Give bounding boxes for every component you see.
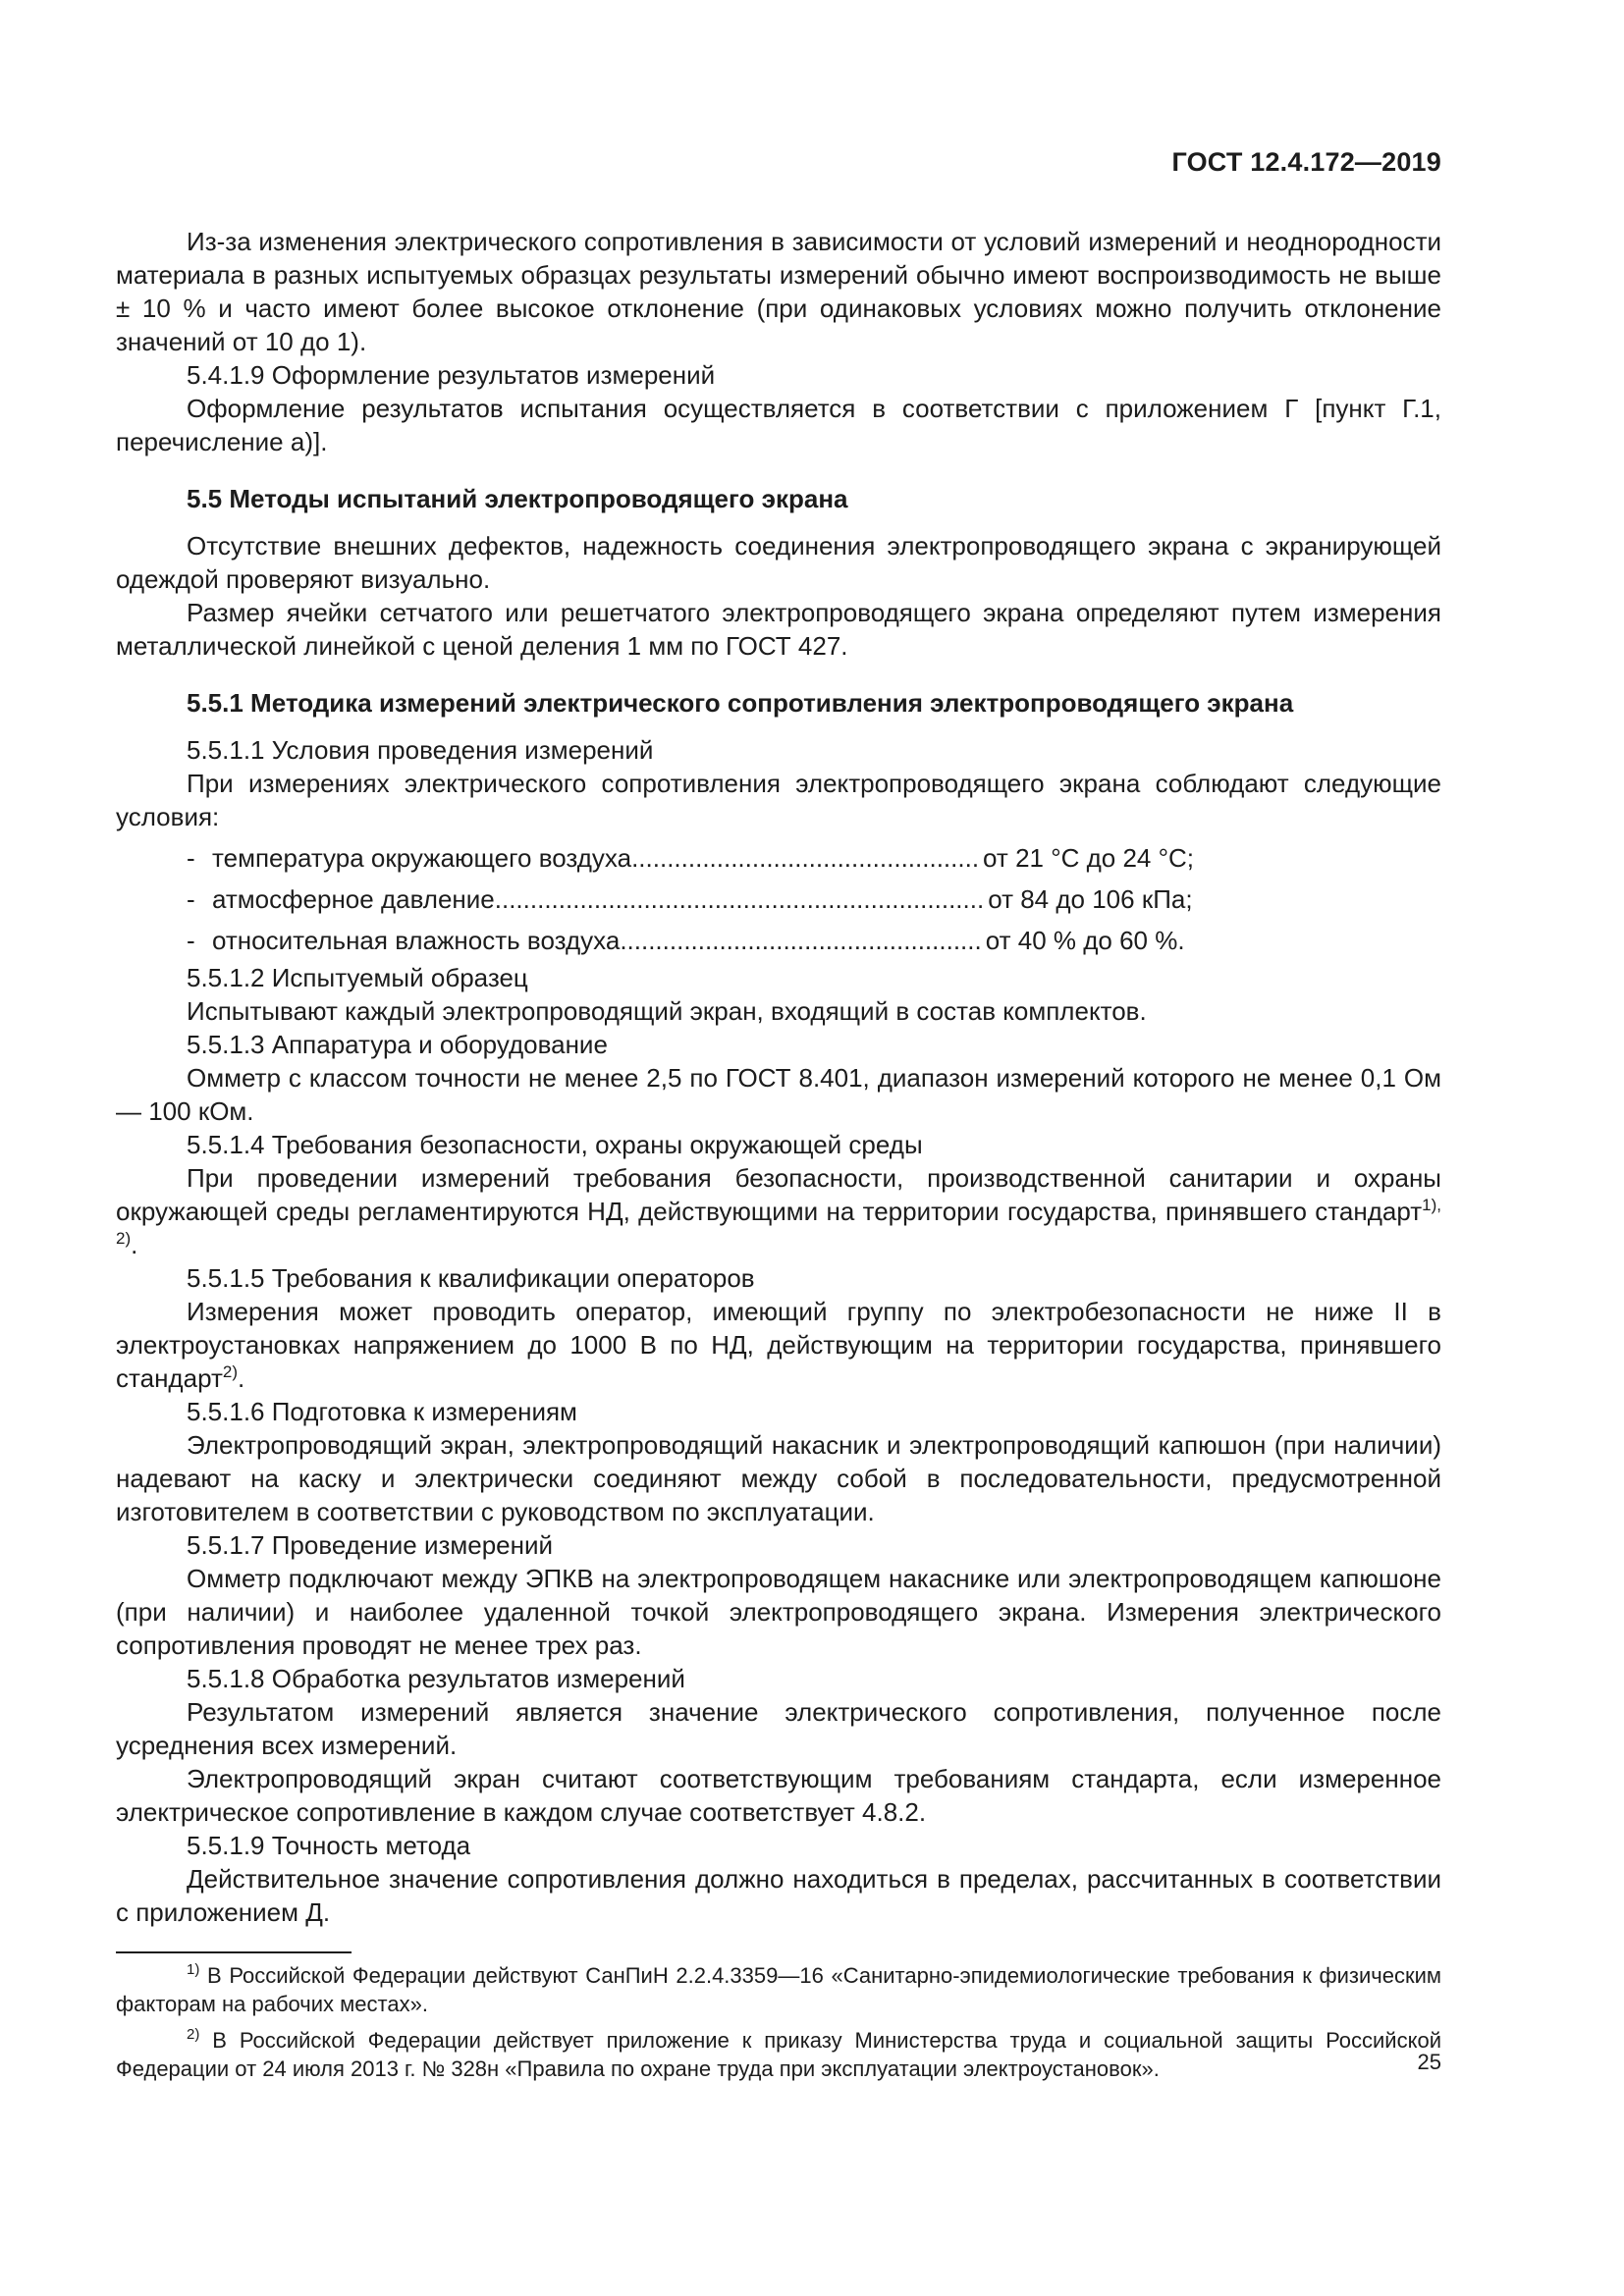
list-item	[116, 882, 1441, 916]
subsection-title: 5.5.1.4 Требования безопасности, охраны окружающей среды	[187, 1130, 923, 1159]
footnote-text: В Российской Федерации действует приложение к приказу Министерства труда и социальной защиты Российской Федерации от 24 июля 2013 г. № 328н «Правила по охране труда при эксплуатации электроустановок».	[116, 2028, 1441, 2081]
paragraph: Электропроводящий экран считают соответствующим требованиям стандарта, если измеренное электрическое сопротивление в каждом случае соответствует 4.8.2.	[116, 1764, 1441, 1827]
section-heading: 5.5 Методы испытаний электропроводящего экрана	[187, 484, 848, 513]
footnote	[116, 1961, 1441, 2018]
subsection-title: 5.5.1.9 Точность метода	[187, 1831, 471, 1860]
list-dash: -	[187, 884, 195, 914]
footnote-mark: 1)	[187, 1961, 200, 1978]
footnotes	[116, 1961, 1441, 2083]
list-dash: -	[187, 843, 195, 873]
subsection-title: 5.4.1.9 Оформление результатов измерений	[187, 360, 716, 390]
condition-value: от 21 °С до 24 °С;	[983, 843, 1195, 873]
subsection-title: 5.5.1.1 Условия проведения измерений	[187, 735, 654, 765]
condition-label: атмосферное давление	[212, 884, 495, 914]
list-dash: -	[187, 926, 195, 955]
paragraph: Электропроводящий экран, электропроводящий накасник и электропроводящий капюшон (при наличии) надевают на каску и электрически соединяют между собой в последовательности, предусмотренной изготовителем в соответствии с руководством по эксплуатации.	[116, 1430, 1441, 1526]
paragraph: Размер ячейки сетчатого или решетчатого электропроводящего экрана определяют путем измерения металлической линейкой с ценой деления 1 мм по ГОСТ 427.	[116, 598, 1441, 661]
section-heading: 5.5.1 Методика измерений электрического сопротивления электропроводящего экрана	[187, 688, 1294, 718]
footnote-ref[interactable]: 2)	[222, 1362, 238, 1381]
subsection-title: 5.5.1.2 Испытуемый образец	[187, 963, 528, 992]
paragraph: Омметр подключают между ЭПКВ на электропроводящем накаснике или электропроводящем капюшоне (при наличии) и наиболее удаленной точкой электропроводящего экрана. Измерения электрического сопротивления проводят не менее трех раз.	[116, 1564, 1441, 1660]
condition-value: от 84 до 106 кПа;	[988, 884, 1193, 914]
subsection-title: 5.5.1.8 Обработка результатов измерений	[187, 1664, 685, 1693]
subsection-title: 5.5.1.5 Требования к квалификации операторов	[187, 1263, 755, 1293]
paragraph: Испытывают каждый электропроводящий экран, входящий в состав комплектов.	[187, 996, 1147, 1026]
page-number: 25	[1417, 2050, 1441, 2074]
subsection-title: 5.5.1.6 Подготовка к измерениям	[187, 1397, 577, 1426]
paragraph: Оформление результатов испытания осуществляется в соответствии с приложением Г [пункт Г.1, перечисление а)].	[116, 394, 1441, 456]
footnote-ref[interactable]: 1), 2)	[116, 1196, 1441, 1248]
paragraph-end: .	[238, 1363, 245, 1393]
paragraph: Действительное значение сопротивления должно находиться в пределах, рассчитанных в соответствии с приложением Д.	[116, 1864, 1441, 1927]
paragraph-end: .	[131, 1230, 138, 1259]
subsection-title: 5.5.1.3 Аппаратура и оборудование	[187, 1030, 608, 1059]
condition-label: относительная влажность воздуха	[212, 926, 621, 955]
paragraph: При измерениях электрического сопротивления электропроводящего экрана соблюдают следующие условия:	[116, 769, 1441, 831]
document-header: ГОСТ 12.4.172—2019	[1171, 147, 1441, 177]
footnote-divider	[116, 1951, 352, 1953]
leader-dots: .....................................................................	[494, 884, 985, 914]
paragraph	[116, 1161, 1441, 1261]
paragraph-text: При проведении измерений требования безопасности, производственной санитарии и охраны окружающей среды регламентируются НД, действующими на территории государства, принявшего стандарт	[116, 1163, 1441, 1226]
paragraph-text: Измерения может проводить оператор, имеющий группу по электробезопасности не ниже II в электроустановках напряжением до 1000 В по НД, действующим на территории государства, принявшего стандарт	[116, 1297, 1441, 1393]
paragraph	[116, 1295, 1441, 1395]
condition-label: температура окружающего воздуха	[212, 843, 632, 873]
footnote	[116, 2026, 1441, 2083]
footnote-text: В Российской Федерации действуют СанПиН 2.2.4.3359—16 «Санитарно-эпидемиологические требования к физическим факторам на рабочих местах».	[116, 1963, 1441, 2016]
leader-dots: ...................................................	[620, 926, 982, 955]
body-text	[116, 225, 1441, 1929]
list-item	[116, 841, 1441, 875]
subsection-title: 5.5.1.7 Проведение измерений	[187, 1530, 554, 1560]
paragraph: Отсутствие внешних дефектов, надежность соединения электропроводящего экрана с экранирующей одеждой проверяют визуально.	[116, 531, 1441, 594]
condition-value: от 40 % до 60 %.	[985, 926, 1185, 955]
paragraph: Омметр с классом точности не менее 2,5 по ГОСТ 8.401, диапазон измерений которого не менее 0,1 Ом — 100 кОм.	[116, 1063, 1441, 1126]
paragraph: Результатом измерений является значение электрического сопротивления, полученное после усреднения всех измерений.	[116, 1697, 1441, 1760]
list-item	[116, 924, 1441, 957]
leader-dots: .................................................	[631, 843, 980, 873]
footnote-mark: 2)	[187, 2026, 200, 2043]
paragraph: Из-за изменения электрического сопротивления в зависимости от условий измерений и неоднородности материала в разных испытуемых образцах результаты измерений обычно имеют воспроизводимость не выше ± 10 % и часто имеют более высокое отклонение (при одинаковых условиях можно получить отклонение значений от 10 до 1).	[116, 227, 1441, 356]
